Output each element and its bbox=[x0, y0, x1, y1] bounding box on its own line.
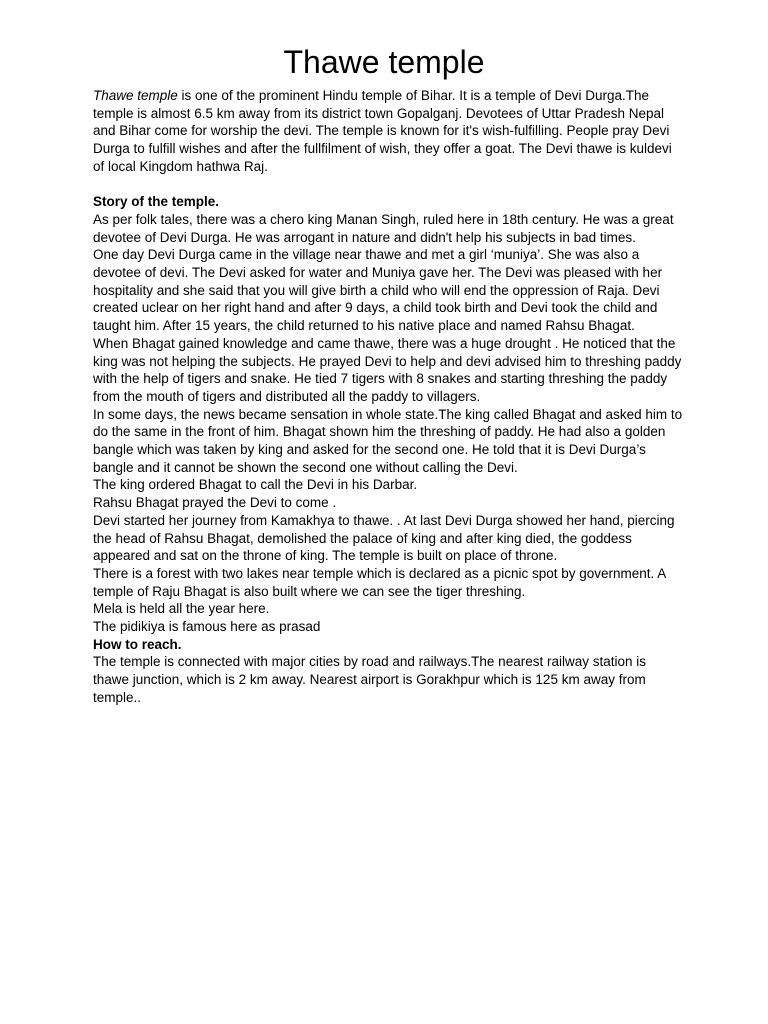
intro-text: is one of the prominent Hindu temple of Bihar. It is a temple of Devi Durga.The temple is almost 6.5 km away from its district town Gopalganj. Devotees of Uttar Pradesh Nepal and Bihar come for worship the devi. The temple is known for it's wish-fulfilling. People pray Devi Durga to fulfill wishes and after the fullfilment of wish, they offer a goat. The Devi thawe is kuldevi of local Kingdom hathwa Raj. bbox=[93, 88, 672, 174]
reach-paragraph: The temple is connected with major cities by road and railways.The nearest railway station is thawe junction, which is 2 km away. Nearest airport is Gorakhpur which is 125 km away from temple.. bbox=[93, 654, 646, 705]
story-paragraph-5: The king ordered Bhagat to call the Devi in his Darbar. bbox=[93, 477, 418, 493]
story-paragraph-7: Devi started her journey from Kamakhya to thawe. . At last Devi Durga showed her hand, piercing the head of Rahsu Bhagat, demolished the palace of king and after king died, the goddess appeared and sat on the throne of king. The temple is built on place of throne. bbox=[93, 512, 675, 564]
story-paragraph-2: One day Devi Durga came in the village near thawe and met a girl ‘muniya’. She was also a devotee of devi. The Devi asked for water and Muniya gave her. The Devi was pleased with her hospitality and she said that you will give birth a child who will end the oppression of Raja. Devi created uclear on her right hand and after 9 days, a child took birth and Devi took the child and taught him. After 15 years, the child returned to his native place and named Rahsu Bhagat. bbox=[93, 247, 663, 334]
story-heading: Story of the temple. bbox=[93, 194, 220, 210]
intro-italic-lead: Thawe temple bbox=[93, 88, 178, 103]
story-paragraph-6: Rahsu Bhagat prayed the Devi to come . bbox=[93, 495, 337, 511]
story-paragraph-4: In some days, the news became sensation in whole state.The king called Bhagat and asked him to do the same in the front of him. Bhagat shown him the threshing of paddy. He had also a golden bangle which was taken by king and asked for the second one. He told that it is Devi Durga’s bangle and it cannot be shown the second one without calling the Devi. bbox=[93, 406, 683, 475]
reach-heading: How to reach. bbox=[93, 636, 182, 652]
intro-paragraph bbox=[93, 87, 683, 176]
story-paragraph-3: When Bhagat gained knowledge and came thawe, there was a huge drought . He noticed that the king was not helping the subjects. He prayed Devi to help and devi advised him to threshing paddy with the help of tigers and snake. He tied 7 tigers with 8 snakes and starting threshing the paddy from the mouth of tigers and distributed all the paddy to villagers. bbox=[93, 335, 682, 404]
story-paragraph-9: Mela is held all the year here. bbox=[93, 601, 270, 617]
page-title: Thawe temple bbox=[283, 44, 485, 80]
story-paragraph-1: As per folk tales, there was a chero king Manan Singh, ruled here in 18th century. He was a great devotee of Devi Durga. He was arrogant in nature and didn't help his subjects in bad times. bbox=[93, 211, 674, 245]
story-paragraph-10: The pidikiya is famous here as prasad bbox=[93, 619, 321, 635]
paragraph-gap bbox=[93, 176, 683, 194]
story-paragraph-8: There is a forest with two lakes near temple which is declared as a picnic spot by government. A temple of Raju Bhagat is also built where we can see the tiger threshing. bbox=[93, 565, 666, 599]
document-body bbox=[93, 87, 683, 707]
